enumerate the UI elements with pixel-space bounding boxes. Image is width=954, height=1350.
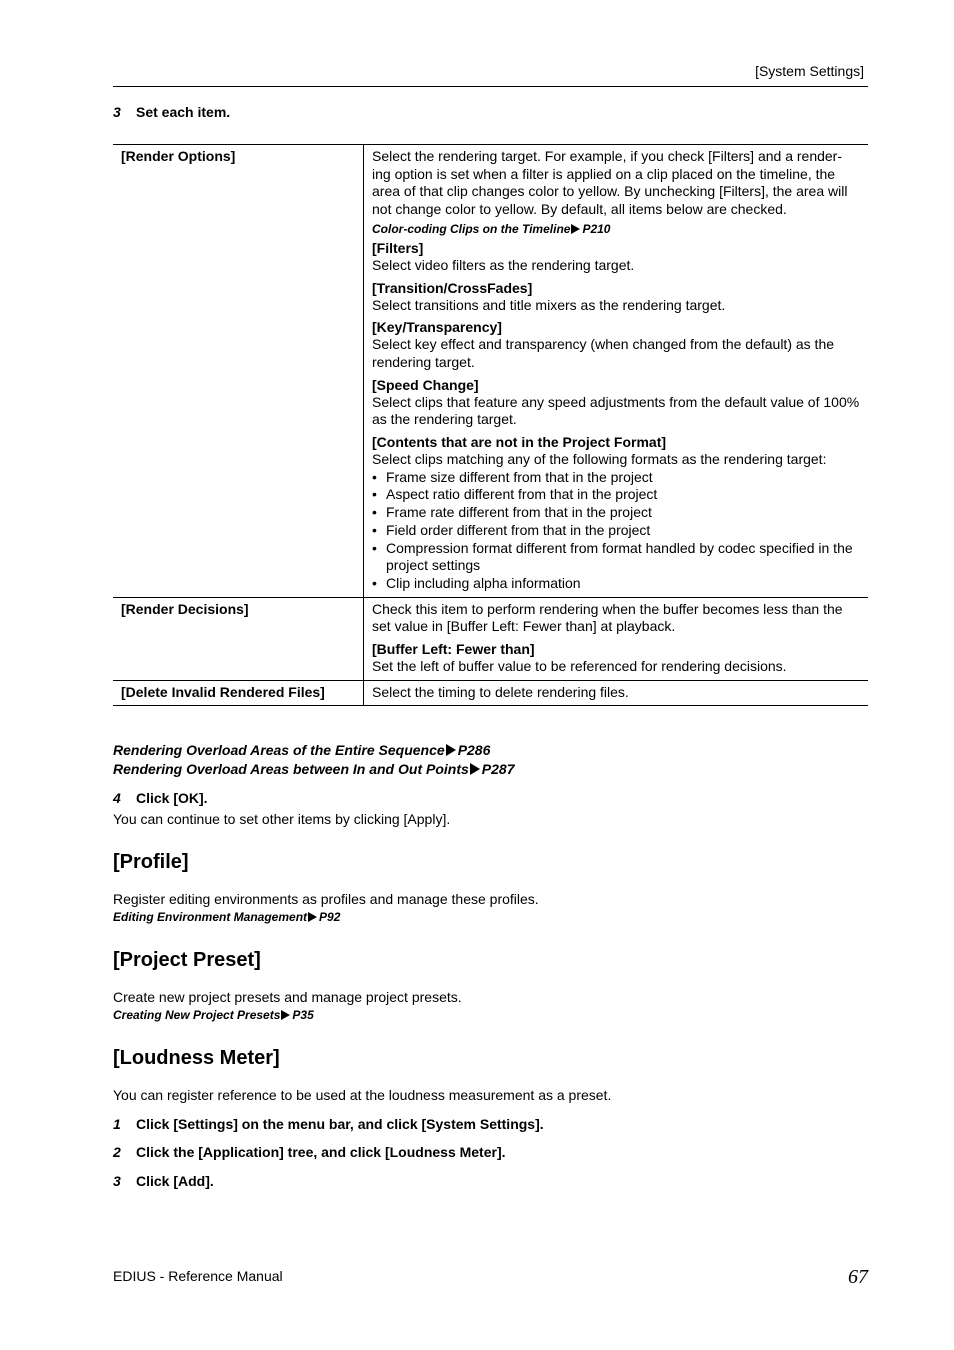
cross-reference[interactable] <box>113 1008 314 1022</box>
xref-page: P92 <box>319 910 341 924</box>
running-header: [System Settings] <box>755 63 864 79</box>
option-heading: [Speed Change] <box>372 376 479 393</box>
setting-name: [Render Options] <box>113 145 364 598</box>
format-list <box>372 469 860 593</box>
section-heading-project-preset: [Project Preset] <box>113 949 261 971</box>
page-number: 67 <box>848 1266 868 1288</box>
arrow-right-icon <box>308 912 317 922</box>
step-3 <box>113 104 230 120</box>
arrow-right-icon <box>571 224 580 234</box>
option-text: Select key effect and transparency (when changed from the default) as the rendering target. <box>372 336 835 370</box>
section-heading-profile: [Profile] <box>113 851 189 873</box>
step-description: You can continue to set other items by clicking [Apply]. <box>113 811 451 827</box>
step-text: Click [Add]. <box>136 1173 214 1189</box>
arrow-right-icon <box>281 1010 290 1020</box>
xref-text: Color-coding Clips on the Timeline <box>372 221 571 236</box>
setting-description: Select the timing to delete rendering files. <box>364 680 869 706</box>
footer-manual-title: EDIUS - Reference Manual <box>113 1268 283 1284</box>
option-heading: [Key/Transparency] <box>372 319 502 336</box>
xref-text: Editing Environment Management <box>113 910 308 924</box>
option-text: Select video filters as the rendering target. <box>372 256 635 273</box>
step-4 <box>113 790 208 806</box>
list-item: • Frame size different from that in the project <box>372 469 860 487</box>
xref-page: P35 <box>292 1008 314 1022</box>
loudness-step-3 <box>113 1173 214 1189</box>
xref-text: Rendering Overload Areas of the Entire Sequence <box>113 742 445 758</box>
step-text: Click [OK]. <box>136 790 208 806</box>
loudness-step-2 <box>113 1144 506 1160</box>
xref-text: Rendering Overload Areas between In and Out Points <box>113 761 469 777</box>
xref-page: P286 <box>457 742 491 758</box>
step-text: Set each item. <box>136 104 231 120</box>
loudness-step-1 <box>113 1116 544 1132</box>
option-text: Select transitions and title mixers as the rendering target. <box>372 296 726 313</box>
step-text: Click the [Application] tree, and click [Loudness Meter]. <box>136 1144 506 1160</box>
arrow-right-icon <box>470 763 480 775</box>
option-heading: [Filters] <box>372 239 424 256</box>
list-item: • Aspect ratio different from that in the project <box>372 486 860 504</box>
setting-description <box>364 597 869 680</box>
settings-table <box>113 144 868 706</box>
setting-name: [Render Decisions] <box>113 597 364 680</box>
section-heading-loudness-meter: [Loudness Meter] <box>113 1047 280 1069</box>
list-item: • Field order different from that in the project <box>372 522 860 540</box>
xref-text: Creating New Project Presets <box>113 1008 281 1022</box>
section-text: Register editing environments as profiles and manage these profiles. <box>113 891 539 907</box>
step-number: 2 <box>113 1144 121 1160</box>
option-heading: [Transition/CrossFades] <box>372 279 533 296</box>
xref-page: P210 <box>582 221 611 236</box>
arrow-right-icon <box>446 744 456 756</box>
cross-reference[interactable] <box>113 741 490 760</box>
section-text: You can register reference to be used at the loudness measurement as a preset. <box>113 1087 612 1103</box>
step-number: 3 <box>113 104 121 120</box>
cross-reference[interactable] <box>113 910 340 924</box>
step-text: Click [Settings] on the menu bar, and click [System Settings]. <box>136 1116 544 1132</box>
table-row-delete-invalid <box>113 680 868 706</box>
option-heading: [Buffer Left: Fewer than] <box>372 641 535 658</box>
step-number: 4 <box>113 790 121 806</box>
option-text: Set the left of buffer value to be referenced for rendering decisions. <box>372 658 787 675</box>
step-number: 3 <box>113 1173 121 1189</box>
list-item: • Compression format different from format handled by codec specified in the project settings <box>372 540 860 575</box>
header-rule <box>113 86 868 87</box>
option-heading: [Contents that are not in the Project Format] <box>372 434 667 451</box>
setting-name: [Delete Invalid Rendered Files] <box>113 680 364 706</box>
cross-reference[interactable] <box>113 760 514 779</box>
step-number: 1 <box>113 1116 121 1132</box>
list-item: • Clip including alpha information <box>372 575 860 593</box>
section-text: Create new project presets and manage project presets. <box>113 989 462 1005</box>
setting-description <box>364 145 869 598</box>
list-item: • Frame rate different from that in the project <box>372 504 860 522</box>
cross-reference[interactable] <box>372 219 860 239</box>
table-row-render-decisions <box>113 597 868 680</box>
description-text: Select the rendering target. For example, if you check [Filters] and a render-ing option is set when a filter is applied on a clip placed on the timeline, the area of that clip changes color to yellow. By unchecking [Filters], the area will not change color to yellow. By default, all items below are checked. <box>372 148 848 218</box>
option-text: Select clips that feature any speed adjustments from the default value of 100% as the rendering target. <box>372 393 860 428</box>
xref-page: P287 <box>481 761 515 777</box>
table-row-render-options <box>113 145 868 598</box>
option-text: Select clips matching any of the following formats as the rendering target: <box>372 451 827 468</box>
description-text: Check this item to perform rendering when the buffer becomes less than the set value in [Buffer Left: Fewer than] at playback. <box>372 600 843 635</box>
